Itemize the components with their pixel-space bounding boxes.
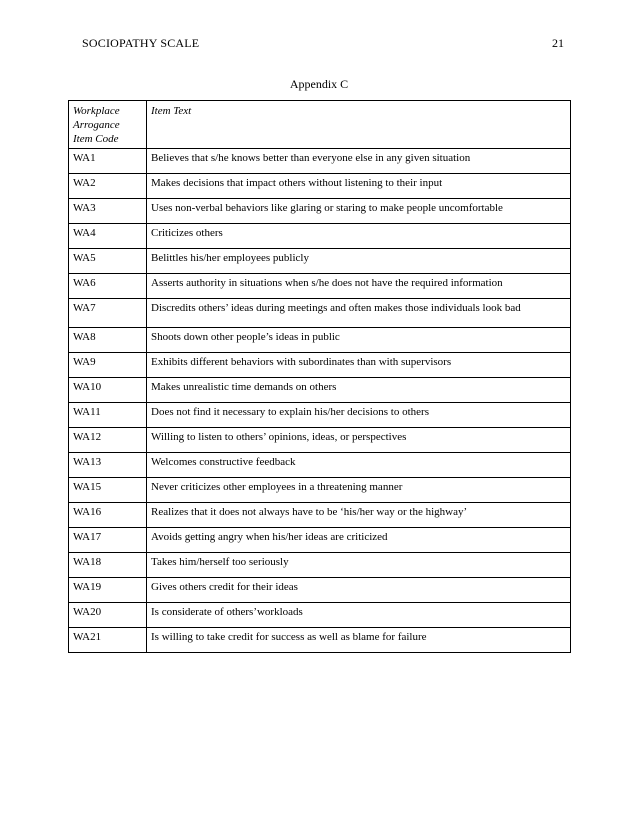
table-row: [69, 274, 571, 299]
page-number: 21: [552, 36, 564, 50]
table-row: [69, 503, 571, 528]
table-row: [69, 453, 571, 478]
item-code: WA21: [73, 631, 102, 643]
item-text: Shoots down other people’s ideas in public: [151, 331, 340, 343]
table-row: [69, 299, 571, 328]
appendix-title: Appendix C: [289, 77, 349, 91]
item-text-cell: [147, 249, 571, 274]
table-row: [69, 603, 571, 628]
table-row: [69, 199, 571, 224]
item-code-cell: [69, 328, 147, 353]
table-row: [69, 149, 571, 174]
table-row: [69, 378, 571, 403]
item-code: WA17: [73, 531, 102, 543]
item-text: Avoids getting angry when his/her ideas are criticized: [151, 531, 388, 543]
item-table: [68, 100, 571, 653]
item-text: Is willing to take credit for success as well as blame for failure: [151, 631, 427, 643]
table-row: [69, 353, 571, 378]
item-code-cell: [69, 578, 147, 603]
item-text-cell: [147, 328, 571, 353]
item-text: Discredits others’ ideas during meetings and often makes those individuals look bad: [151, 302, 521, 314]
table-row: [69, 428, 571, 453]
item-code: WA3: [73, 202, 96, 214]
item-code: WA2: [73, 177, 96, 189]
table-header-row: [69, 101, 571, 149]
item-code-cell: [69, 603, 147, 628]
item-code: WA16: [73, 506, 102, 518]
item-text-cell: [147, 528, 571, 553]
item-text-cell: [147, 199, 571, 224]
item-code-cell: [69, 149, 147, 174]
item-code: WA10: [73, 381, 102, 393]
item-code-cell: [69, 553, 147, 578]
item-text-cell: [147, 353, 571, 378]
item-code: WA13: [73, 456, 102, 468]
table-row: [69, 403, 571, 428]
table-row: [69, 578, 571, 603]
item-text-cell: [147, 149, 571, 174]
item-code-cell: [69, 403, 147, 428]
item-code-cell: [69, 378, 147, 403]
item-text: Takes him/herself too seriously: [151, 556, 289, 568]
item-text: Makes decisions that impact others without listening to their input: [151, 177, 443, 189]
item-text: Does not find it necessary to explain his/her decisions to others: [151, 406, 429, 418]
running-head: SOCIOPATHY SCALE: [82, 36, 200, 50]
header-item-code: [69, 101, 147, 149]
item-text: Gives others credit for their ideas: [151, 581, 298, 593]
item-text-cell: [147, 578, 571, 603]
item-text: Willing to listen to others’ opinions, ideas, or perspectives: [151, 431, 407, 443]
item-code-cell: [69, 428, 147, 453]
table-row: [69, 478, 571, 503]
item-text-cell: [147, 603, 571, 628]
item-code-cell: [69, 299, 147, 328]
item-code-cell: [69, 478, 147, 503]
item-text-cell: [147, 378, 571, 403]
item-code: WA8: [73, 331, 96, 343]
item-code: WA11: [73, 406, 101, 418]
item-code-cell: [69, 528, 147, 553]
item-text: Criticizes others: [151, 227, 223, 239]
item-text-cell: [147, 453, 571, 478]
item-text: Asserts authority in situations when s/he does not have the required information: [151, 277, 503, 289]
item-code-cell: [69, 224, 147, 249]
item-text-cell: [147, 478, 571, 503]
item-text-cell: [147, 553, 571, 578]
item-code: WA20: [73, 606, 102, 618]
item-text: Is considerate of others’workloads: [151, 606, 303, 618]
item-text: Realizes that it does not always have to be ‘his/her way or the highway’: [151, 506, 468, 518]
item-code: WA6: [73, 277, 96, 289]
item-text-cell: [147, 299, 571, 328]
item-text-cell: [147, 628, 571, 653]
header-item-text-label: Item Text: [151, 105, 192, 117]
item-text: Exhibits different behaviors with subordinates than with supervisors: [151, 356, 452, 368]
item-code: WA19: [73, 581, 102, 593]
item-text: Believes that s/he knows better than everyone else in any given situation: [151, 152, 471, 164]
item-code: WA4: [73, 227, 96, 239]
table-row: [69, 528, 571, 553]
item-text: Belittles his/her employees publicly: [151, 252, 309, 264]
item-table-body: [69, 101, 571, 653]
item-code-cell: [69, 453, 147, 478]
item-text: Makes unrealistic time demands on others: [151, 381, 337, 393]
item-code-cell: [69, 249, 147, 274]
item-code: WA12: [73, 431, 102, 443]
item-text-cell: [147, 224, 571, 249]
table-row: [69, 328, 571, 353]
item-code-cell: [69, 199, 147, 224]
table-row: [69, 174, 571, 199]
item-code: WA7: [73, 302, 96, 314]
item-text: Uses non-verbal behaviors like glaring or staring to make people uncomfortable: [151, 202, 503, 214]
table-row: [69, 628, 571, 653]
item-code-cell: [69, 353, 147, 378]
item-code-cell: [69, 628, 147, 653]
header-item-code-label: Workplace Arrogance Item Code: [73, 105, 120, 145]
item-text: Welcomes constructive feedback: [151, 456, 296, 468]
item-code-cell: [69, 503, 147, 528]
item-code: WA9: [73, 356, 96, 368]
item-code-cell: [69, 274, 147, 299]
item-text-cell: [147, 274, 571, 299]
item-text-cell: [147, 503, 571, 528]
item-text-cell: [147, 428, 571, 453]
table-row: [69, 553, 571, 578]
item-code: WA5: [73, 252, 96, 264]
item-text: Never criticizes other employees in a threatening manner: [151, 481, 403, 493]
item-text-cell: [147, 174, 571, 199]
item-text-cell: [147, 403, 571, 428]
item-code-cell: [69, 174, 147, 199]
table-row: [69, 249, 571, 274]
item-code: WA18: [73, 556, 102, 568]
item-code: WA15: [73, 481, 102, 493]
item-code: WA1: [73, 152, 96, 164]
table-row: [69, 224, 571, 249]
header-item-text: [147, 101, 571, 149]
